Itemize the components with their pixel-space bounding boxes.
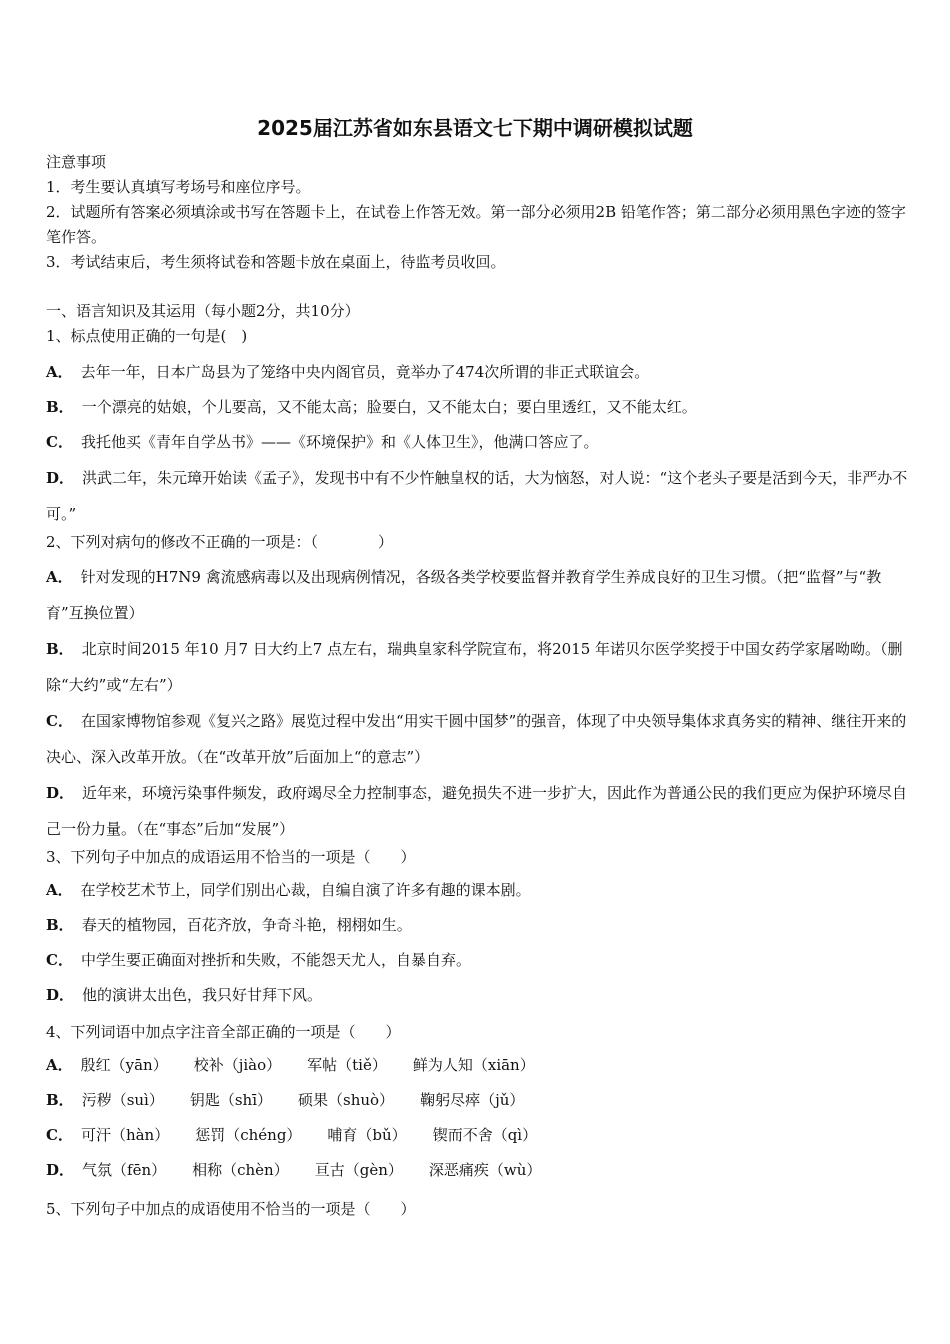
option-d: D． 洪武二年，朱元璋开始读《孟子》，发现书中有不少忤触皇权的话，大为恼怒，对人说：“这个老头子要是活到今天，非严办不可。” bbox=[46, 469, 908, 523]
question-5: 5、下列句子中加点的成语使用不恰当的一项是（ ） bbox=[46, 1200, 416, 1218]
option-b: B． 春天的植物园，百花齐放，争奇斗艳，栩栩如生。 bbox=[46, 916, 412, 934]
option-b: B． 污秽（suì） 钥匙（shī） 硕果（shuò） 鞠躬尽瘁（jǔ） bbox=[46, 1091, 525, 1109]
option-c: C． 在国家博物馆参观《复兴之路》展览过程中发出“用实干圆中国梦”的强音，体现了中央领导集体求真务实的精神、继往开来的决心、深入改革开放。（在“改革开放”后面加上“的意志”） bbox=[46, 712, 907, 766]
page-title: 2025届江苏省如东县语文七下期中调研模拟试题 bbox=[257, 116, 693, 140]
option-d: D． 近年来，环境污染事件频发，政府竭尽全力控制事态，避免损失不进一步扩大，因此作为普通公民的我们更应为保护环境尽自己一份力量。（在“事态”后加“发展”） bbox=[46, 784, 908, 838]
question-stem: 2、下列对病句的修改不正确的一项是：（ ） bbox=[46, 533, 394, 551]
option-a: A． 去年一年，日本广岛县为了笼络中央内阁官员，竟举办了474次所谓的非正式联谊会。 bbox=[46, 363, 650, 381]
question-stem: 3、下列句子中加点的成语运用不恰当的一项是（ ） bbox=[46, 848, 416, 866]
option-c: C． 可汗（hàn） 惩罚（chéng） 哺育（bǔ） 锲而不舍（qì） bbox=[46, 1126, 538, 1144]
question-4 bbox=[46, 1020, 914, 1188]
question-3 bbox=[46, 845, 914, 1013]
question-2 bbox=[46, 530, 914, 847]
question-stem: 1、标点使用正确的一句是( ) bbox=[46, 327, 248, 345]
question-1 bbox=[46, 324, 914, 532]
option-a: A． 殷红（yān） 校补（jiào） 军帖（tiě） 鲜为人知（xiān） bbox=[46, 1056, 535, 1074]
option-a: A． 在学校艺术节上，同学们别出心裁，自编自演了许多有趣的课本剧。 bbox=[46, 881, 531, 899]
notice-item: 1．考生要认真填写考场号和座位序号。 bbox=[46, 178, 311, 196]
option-b: B． 北京时间2015 年10 月7 日大约上7 点左右，瑞典皇家科学院宣布，将2015 年诺贝尔医学奖授于中国女药学家屠呦呦。（删除“大约”或“左右”） bbox=[46, 640, 903, 694]
notice-section bbox=[46, 150, 914, 275]
option-c: C． 中学生要正确面对挫折和失败，不能怨天尤人，自暴自弃。 bbox=[46, 951, 471, 969]
notice-heading: 注意事项 bbox=[46, 153, 107, 171]
section-heading: 一、语言知识及其运用（每小题2分，共10分） bbox=[46, 302, 360, 320]
option-c: C． 我托他买《青年自学丛书》——《环境保护》和《人体卫生》，他满口答应了。 bbox=[46, 433, 599, 451]
notice-item: 2．试题所有答案必须填涂或书写在答题卡上，在试卷上作答无效。第一部分必须用2B 铅笔作答；第二部分必须用黑色字迹的签字笔作答。 bbox=[46, 203, 906, 246]
question-stem: 4、下列词语中加点字注音全部正确的一项是（ ） bbox=[46, 1023, 401, 1041]
option-b: B． 一个漂亮的姑娘，个儿要高，又不能太高；脸要白，又不能太白；要白里透红，又不能太红。 bbox=[46, 398, 697, 416]
option-a: A． 针对发现的H7N9 禽流感病毒以及出现病例情况，各级各类学校要监督并教育学生养成良好的卫生习惯。（把“监督”与“教育”互换位置） bbox=[46, 568, 882, 622]
option-d: D． 他的演讲太出色，我只好甘拜下风。 bbox=[46, 986, 323, 1004]
option-d: D． 气氛（fēn） 相称（chèn） 亘古（gèn） 深恶痛疾（wù） bbox=[46, 1161, 542, 1179]
notice-item: 3．考试结束后，考生须将试卷和答题卡放在桌面上，待监考员收回。 bbox=[46, 253, 506, 271]
